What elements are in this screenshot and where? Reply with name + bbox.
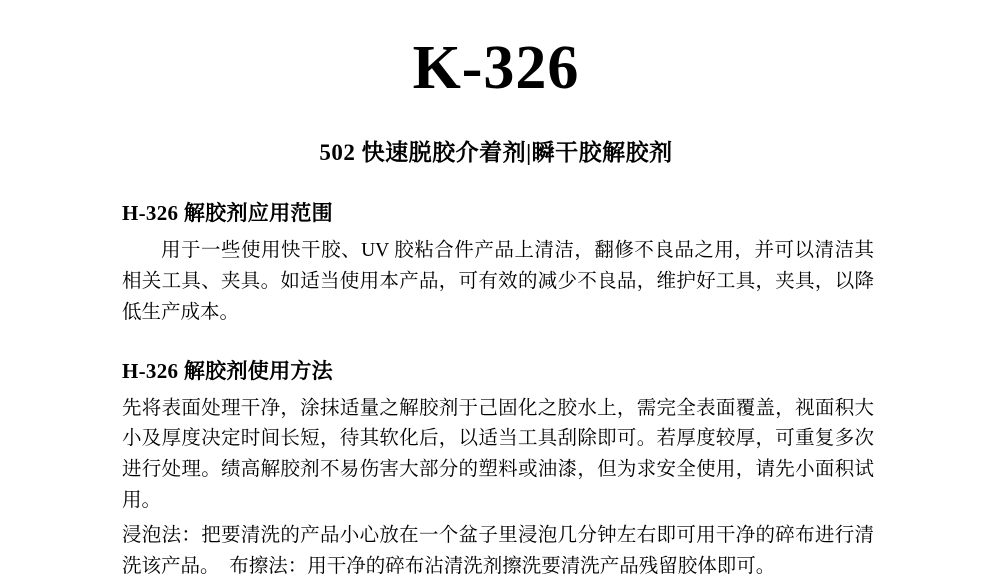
page-subtitle: 502 快速脱胶介着剂|瞬干胶解胶剂	[319, 140, 673, 166]
document-page	[0, 34, 992, 586]
document-body	[0, 197, 992, 582]
page-title: K-326	[412, 34, 580, 102]
section-paragraph-application-scope: 用于一些使用快干胶、UV 胶粘合件产品上清洁，翻修不良品之用，并可以清洁其相关工具、夹具。如适当使用本产品，可有效的减少不良品，维护好工具，夹具，以降低生产成本。	[122, 240, 874, 323]
section-heading-application-scope: H-326 解胶剂应用范围	[122, 201, 333, 226]
section-paragraph-usage-method: 先将表面处理干净，涂抹适量之解胶剂于己固化之胶水上，需完全表面覆盖，视面积大小及厚度决定时间长短，待其软化后，以适当工具刮除即可。若厚度较厚，可重复多次进行处理。绩高解胶剂不易伤害大部分的塑料或油漆，但为求安全使用，请先小面积试用。	[122, 397, 874, 511]
section-heading-usage-method: H-326 解胶剂使用方法	[122, 358, 333, 383]
section-paragraph-soaking-wiping: 浸泡法：把要清洗的产品小心放在一个盆子里浸泡几分钟左右即可用干净的碎布进行清洗该产品。 布擦法：用干净的碎布沾清洗剂擦洗要清洗产品残留胶体即可。	[122, 524, 874, 577]
